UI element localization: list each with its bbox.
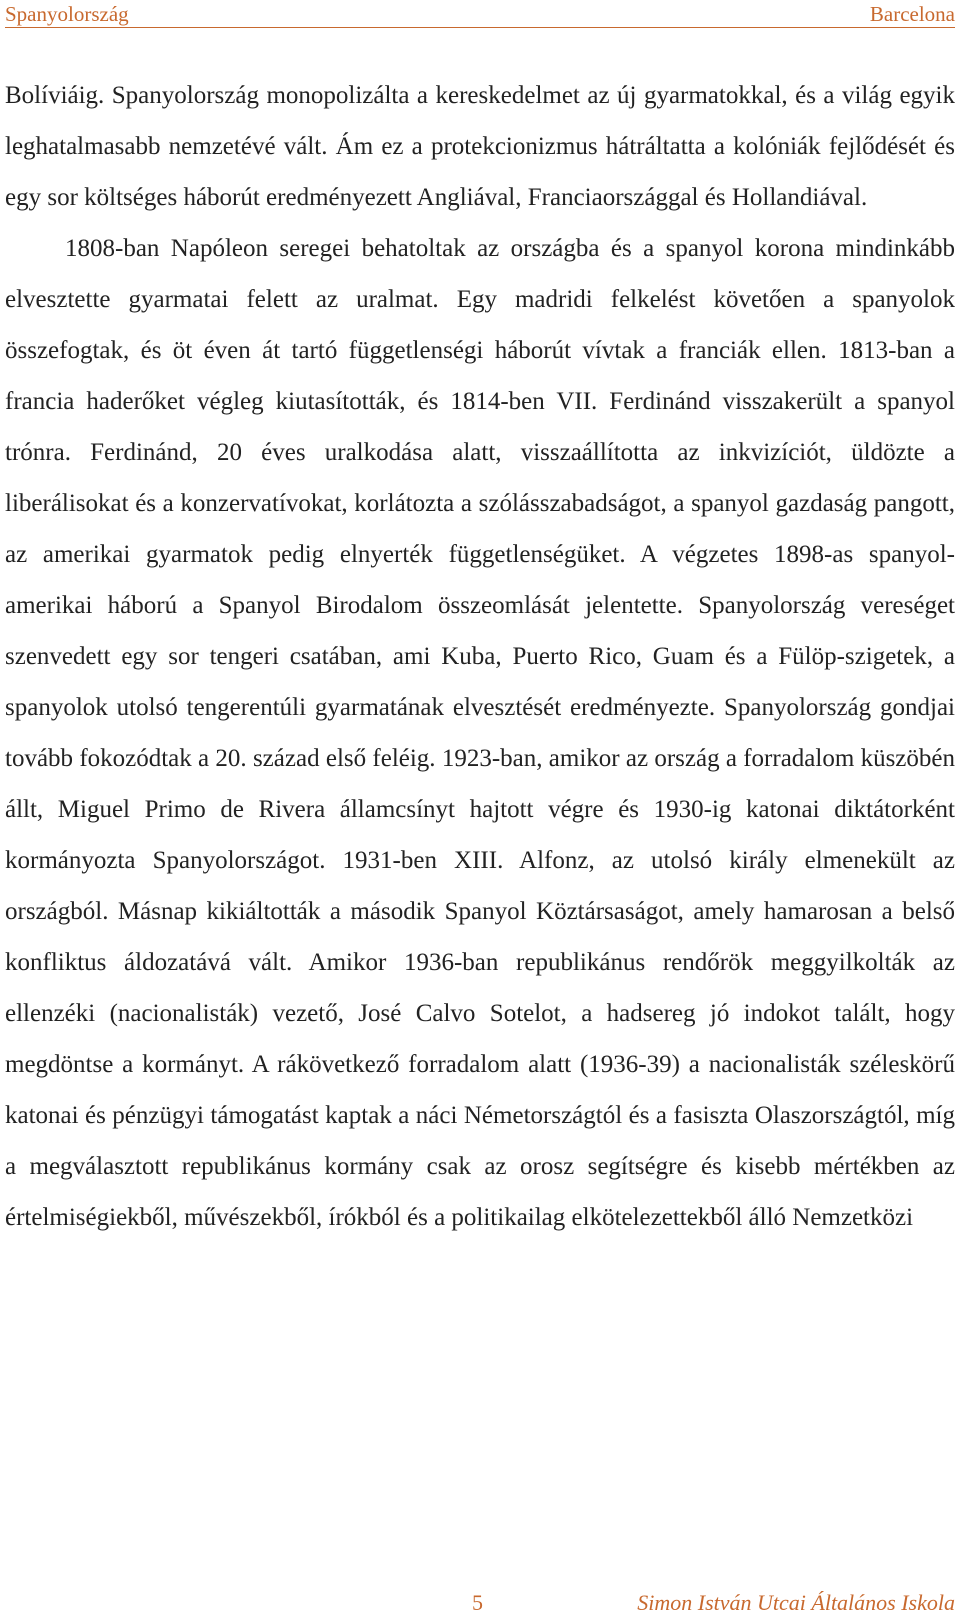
page-header bbox=[5, 0, 955, 28]
footer-school-name: Simon István Utcai Általános Iskola bbox=[637, 1590, 955, 1615]
body-paragraph-1: Bolíviáig. Spanyolország monopolizálta a kereskedelmet az új gyarmatokkal, és a világ egyik leghatalmasabb nemzetévé vált. Ám ez a protekcionizmus hátráltatta a kolóniák fejlődését és egy sor költséges háborút eredményezett Angliával, Franciaországgal és Hollandiával. bbox=[5, 82, 955, 211]
body-paragraph-2: 1808-ban Napóleon seregei behatoltak az országba és a spanyol korona mindinkább elvesztette gyarmatai felett az uralmat. Egy madridi felkelést követően a spanyolok összefogtak, és öt éven át tartó függetlenségi háborút vívtak a franciák ellen. 1813-ban a francia haderőket végleg kiutasították, és 1814-ben VII. Ferdinánd visszakerült a spanyol trónra. Ferdinánd, 20 éves uralkodása alatt, visszaállította az inkvizíciót, üldözte a liberálisokat és a konzervatívokat, korlátozta a szólásszabadságot, a spanyol gazdaság pangott, az amerikai gyarmatok pedig elnyerték függetlenségüket. A végzetes 1898-as spanyol-amerikai háború a Spanyol Birodalom összeomlását jelentette. Spanyolország vereséget szenvedett egy sor tengeri csatában, ami Kuba, Puerto Rico, Guam és a Fülöp-szigetek, a spanyolok utolsó tengerentúli gyarmatának elvesztését eredményezte. Spanyolország gondjai tovább fokozódtak a 20. század első feléig. 1923-ban, amikor az ország a forradalom küszöbén állt, Miguel Primo de Rivera államcsínyt hajtott végre és 1930-ig katonai diktátorként kormányozta Spanyolországot. 1931-ben XIII. Alfonz, az utolsó király elmenekült az országból. Másnap kikiáltották a második Spanyol Köztársaságot, amely hamarosan a belső konfliktus áldozatává vált. Amikor 1936-ban republikánus rendőrök meggyilkolták az ellenzéki (nacionalisták) vezető, José Calvo Sotelot, a hadsereg jó indokot talált, hogy megdöntse a kormányt. A rákövetkező forradalom alatt (1936-39) a nacionalisták széleskörű katonai és pénzügyi támogatást kaptak a náci Németországtól és a fasiszta Olaszországtól, míg a megválasztott republikánus kormány csak az orosz segítségre és kisebb mértékben az értelmiségiekből, művészekből, írókból és a politikailag elkötelezettekből álló Nemzetközi bbox=[5, 235, 955, 1231]
page-number: 5 bbox=[472, 1590, 483, 1615]
header-title-right: Barcelona bbox=[869, 2, 955, 26]
page-footer bbox=[0, 1588, 955, 1618]
header-title-left: Spanyolország bbox=[5, 2, 129, 26]
page-body bbox=[5, 70, 955, 1243]
